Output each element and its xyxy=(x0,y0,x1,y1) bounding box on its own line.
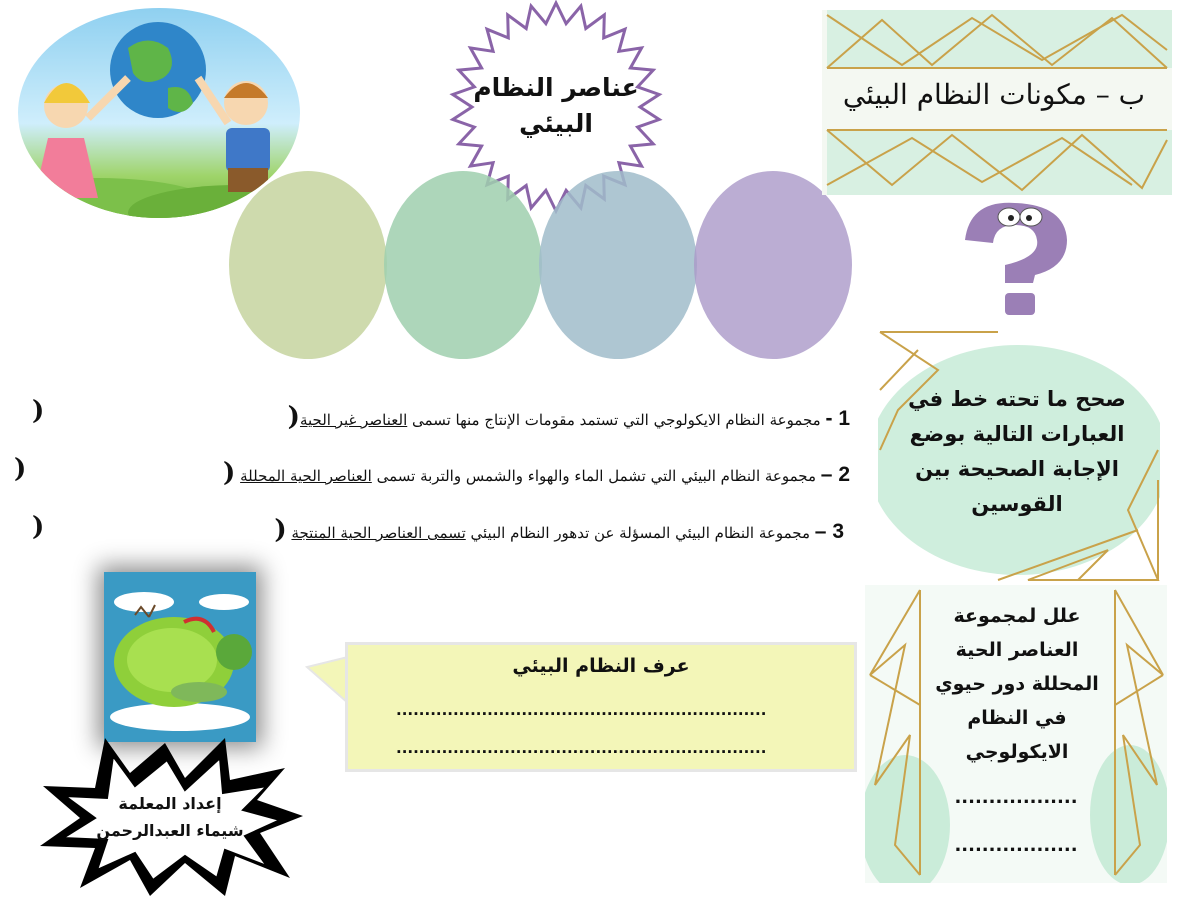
statement-underlined: العناصر الحية المحللة xyxy=(240,467,372,485)
statement-underlined: العناصر غير الحية xyxy=(299,411,408,429)
statement-underlined: تسمى العناصر الحية المنتجة xyxy=(291,524,466,542)
blank-circle-2 xyxy=(384,171,542,359)
pond-ecosystem-image xyxy=(104,572,256,742)
blank-circle-1 xyxy=(229,171,387,359)
reason-answer-line-1[interactable]: .................. xyxy=(954,787,1078,808)
reason-question-box xyxy=(865,585,1167,883)
answer-slot-3[interactable]: ) xyxy=(32,512,45,542)
define-answer-line-1[interactable]: ................................................................. xyxy=(396,701,767,719)
speech-bubble-tail xyxy=(305,655,350,705)
open-paren: ( xyxy=(287,402,300,432)
reason-question-text: علل لمجموعة العناصر الحية المحللة دور حيوي في النظام الايكولوجي xyxy=(935,605,1099,763)
reason-answer-line-2[interactable]: .................. xyxy=(954,835,1078,856)
statement-text: مجموعة النظام البيئي المسؤلة عن تدهور النظام البيئي xyxy=(470,524,811,542)
define-box xyxy=(345,642,857,772)
section-title: ب – مكونات النظام البيئي xyxy=(842,78,1145,111)
burst-title-line2: البيئي xyxy=(519,109,593,138)
answer-slot-1[interactable]: ) xyxy=(32,396,45,426)
blank-circle-3 xyxy=(539,171,697,359)
answer-slot-2[interactable]: ) xyxy=(14,454,27,484)
open-paren: ( xyxy=(274,515,287,545)
statement-number: 2 – xyxy=(820,463,850,486)
statement-text: مجموعة النظام البيئي التي تشمل الماء والهواء والشمس والتربة تسمى xyxy=(376,467,817,485)
open-paren: ( xyxy=(223,458,236,488)
statement-1 xyxy=(288,402,850,432)
define-answer-line-2[interactable]: ................................................................. xyxy=(396,739,767,757)
correct-instruction-text: صحح ما تحته خط في العبارات التالية بوضع الإجابة الصحيحة بين القوسين xyxy=(908,387,1126,516)
statement-2 xyxy=(223,458,850,488)
burst-title-line1: عناصر النظام xyxy=(473,73,639,102)
define-title: عرف النظام البيئي xyxy=(512,655,690,677)
statement-text: مجموعة النظام الايكولوجي التي تستمد مقومات الإنتاج منها تسمى xyxy=(412,411,821,429)
statement-number: 3 – xyxy=(814,520,844,543)
correct-instruction-box xyxy=(878,330,1160,585)
blank-circle-4 xyxy=(694,171,852,359)
statement-3 xyxy=(274,515,844,545)
author-badge xyxy=(35,738,305,898)
author-line-2: شيماء العبدالرحمن xyxy=(96,821,244,840)
author-line-1: إعداد المعلمة xyxy=(118,794,222,813)
kids-globe-illustration xyxy=(18,8,300,218)
statement-number: 1 - xyxy=(825,407,850,430)
question-mark-icon xyxy=(955,195,1075,320)
